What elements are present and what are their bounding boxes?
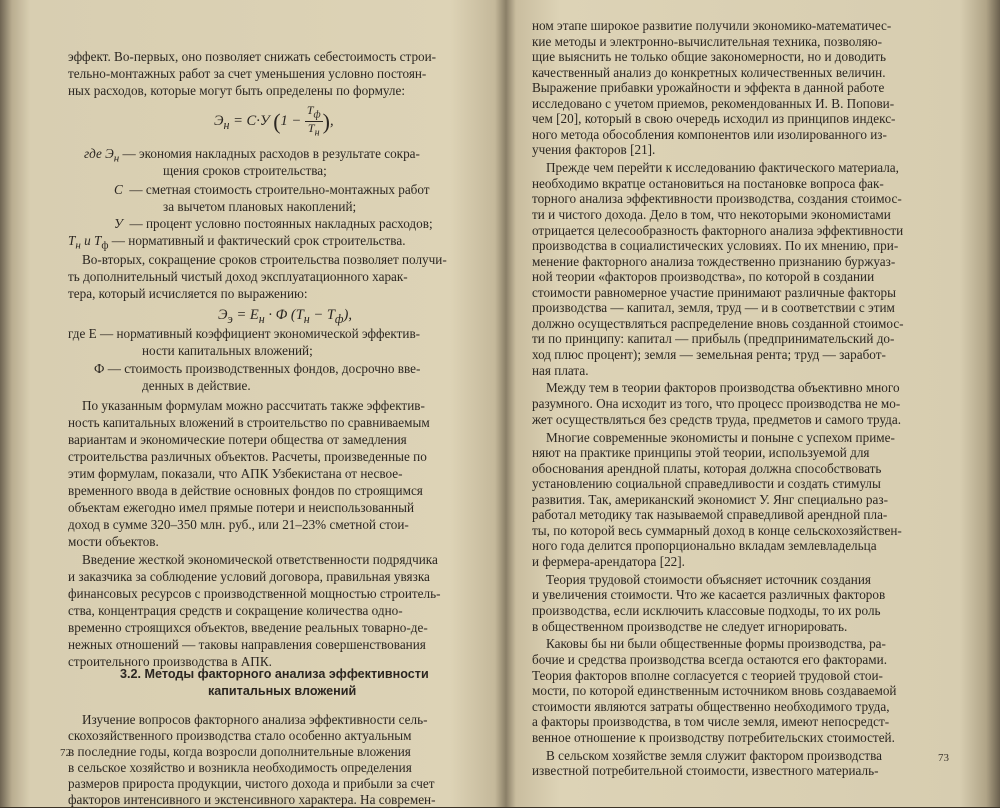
text-line: Теория трудовой стоимости объясняет источник создания <box>546 571 871 587</box>
text-line: эффект. Во-первых, оно позволяет снижать себестоимость строи- <box>68 49 437 64</box>
text-line: чем [20], который в свою очередь исходил из принципов индекс- <box>532 111 896 127</box>
text-line: обоснования арендной платы, которая должна способствовать <box>532 460 882 476</box>
text-line: Каковы бы ни были общественные формы производства, ра- <box>546 636 886 652</box>
text-line: ход плюс процент); земля — земельная рента; труд — заработ- <box>532 346 886 362</box>
text-line: ть дополнительный чистый доход эксплуатационного харак- <box>68 269 408 284</box>
left-page <box>68 0 492 807</box>
text-line: мости объектов. <box>68 534 159 549</box>
text-line: ной теории «факторов производства», по которой в создании <box>532 269 875 285</box>
text-line: Прежде чем перейти к исследованию фактического материала, <box>546 160 899 176</box>
text-line: работал методику так называемой справедливой арендной пла- <box>532 507 888 523</box>
text-line: качественный анализ до конкретных количественных величин. <box>532 64 886 80</box>
text-line: разумного. Она исходит из того, что процесс производства не мо- <box>532 396 901 411</box>
text-line: строительства различных объектов. Расчеты, произведенные по <box>68 449 427 464</box>
formula-net-income: $Э_э = Е_н \cdot Ф$ $(Т_н - Т_ф)$, <box>218 307 352 326</box>
text-line: скохозяйственного производства стало особенно актуальным <box>68 728 412 743</box>
text-line: ти по принципу: капитал — прибыль (предпринимательский до- <box>532 331 895 347</box>
text-line: мости, по которой единственным источником вновь создаваемой <box>532 683 897 699</box>
definition-line: денных в действие. <box>142 378 251 393</box>
text-line: ность капитальных вложений в строительство по сравниваемым <box>68 415 430 430</box>
text-line: Во-вторых, сокращение сроков строительства позволяет получи- <box>82 252 447 267</box>
text-line: отрицается целесообразность факторного анализа эффективности <box>532 222 904 238</box>
text-line: щие выяснить не только общие закономерности, но и доводить <box>532 49 886 65</box>
text-line: строительного производства в АПК. <box>68 654 272 669</box>
right-page <box>532 0 950 807</box>
text-line: торного анализа эффективности производства, создания стоимос- <box>532 191 902 207</box>
text-line: бочие и средства производства всегда остаются его факторами. <box>532 652 887 667</box>
text-line: ства, концентрация средств и сокращение количества одно- <box>68 603 403 618</box>
text-line: развития. Так, американский экономист У. Янг специально раз- <box>532 491 888 507</box>
text-line: в сельское хозяйство и возникла необходимость определения <box>68 760 412 775</box>
text-line: По указанным формулам можно рассчитать также эффектив- <box>82 398 425 413</box>
text-line: Между тем в теории факторов производства объективно много <box>546 380 900 396</box>
section-heading: 3.2. Методы факторного анализа эффективности <box>120 667 429 681</box>
text-line: финансовых ресурсов с производственной мощностью строитель- <box>68 586 441 601</box>
page-number-right: 73 <box>938 752 949 764</box>
text-line: исследовано с учетом приемов, рекомендованных И. В. Попови- <box>532 95 895 111</box>
text-line: ном этапе широкое развитие получили экономико-математичес- <box>532 18 892 33</box>
section-heading: капитальных вложений <box>208 684 357 698</box>
text-line: вариантам и экономические потери общества от замедления <box>68 432 407 447</box>
text-line: стоимости являются затраты общественно необходимого труда, <box>532 698 890 714</box>
text-line: объектам ежегодно имел прямые потери и неиспользованный <box>68 500 415 515</box>
text-line: ти и чистого дохода. Дело в том, что некоторыми экономистами <box>532 207 891 222</box>
text-line: установлению социальной справедливости и создать стимулы <box>532 476 881 492</box>
text-line: ная плата. <box>532 362 589 378</box>
definition-line: У — процент условно постоянных накладных расходов; <box>114 216 433 231</box>
text-line: Выражение прибавки урожайности и эффекта в данной работе <box>532 80 885 96</box>
text-line: нежных отношений — таковы направления совершенствования <box>68 637 426 652</box>
text-line: известной потребительной стоимости, известного материаль- <box>532 763 879 779</box>
definition-line: $Т_н$ и $Т_ф$ — нормативный и фактический срок строительства. <box>68 233 406 252</box>
definition-line: Ф — стоимость производственных фондов, досрочно вве- <box>94 361 421 376</box>
text-line: ного метода обособления компонентов или изолированного из- <box>532 126 887 142</box>
text-line: размеров прироста продукции, чистого дохода и прибыли за счет <box>68 776 435 791</box>
text-line: Теория факторов вполне согласуется с теорией трудовой стои- <box>532 667 883 683</box>
text-line: В сельском хозяйстве земля служит фактором производства <box>546 747 882 763</box>
text-line: временного ввода в действие основных фондов по строящимся <box>68 483 423 498</box>
text-line: а факторы производства, в том числе земля, имеют непосредст- <box>532 714 890 730</box>
text-line: учения факторов [21]. <box>532 142 656 158</box>
definition-line: где $Э_н$ — экономия накладных расходов в результате сокра- <box>84 146 420 165</box>
formula-overhead-savings: $Э_н = С\cdot У$ (1 − $\frac{Т_ф}{Т_н}$ ), <box>214 103 334 139</box>
definition-line: ности капитальных вложений; <box>142 343 313 358</box>
text-line: временно строящихся объектов, введение реальных товарно-де- <box>68 620 428 635</box>
definition-line: щения сроков строительства; <box>163 163 327 178</box>
text-line: тера, который исчисляется по выражению: <box>68 286 308 301</box>
text-line: венное отношение к производству потребительских стоимостей. <box>532 729 895 745</box>
text-line: и фермера-арендатора [22]. <box>532 553 685 569</box>
text-line: Изучение вопросов факторного анализа эффективности сель- <box>82 712 428 727</box>
text-line: стоимости равномерное участие принимают различные факторы <box>532 284 896 300</box>
text-line: в общественном производстве не следует игнорировать. <box>532 618 848 634</box>
text-line: Многие современные экономисты и поныне с успехом приме- <box>546 429 895 445</box>
text-line: кие методы и электронно-вычислительная техника, позволяю- <box>532 33 883 49</box>
definition-line: за вычетом плановых накоплений; <box>163 199 357 214</box>
text-line: этим формулам, показали, что АПК Узбекистана от несвое- <box>68 466 403 481</box>
text-line: менение факторного анализа тождественно признанию буржуаз- <box>532 253 896 269</box>
page-number-left: 72 <box>60 747 71 759</box>
text-line: и увеличения стоимости. Что же касается различных факторов <box>532 587 886 603</box>
text-line: производства в социалистических условиях. По их мнению, при- <box>532 238 899 254</box>
definition-line: где Е — нормативный коэффициент экономической эффектив- <box>68 326 421 341</box>
text-line: ты, по которой весь суммарный доход в конце сельскохозяйствен- <box>532 522 902 538</box>
text-line: доход в сумме 320–350 млн. руб., или 21–23% сметной стои- <box>68 517 409 532</box>
text-line: тельно-монтажных работ за счет уменьшения условно постоян- <box>68 66 427 81</box>
text-line: Введение жесткой экономической ответственности подрядчика <box>82 552 438 567</box>
text-line: и заказчика за соблюдение условий договора, правильная увязка <box>68 569 430 584</box>
text-line: ного года делится пропорционально вкладам землевладельца <box>532 538 877 554</box>
text-line: в последние годы, когда возросли дополнительные вложения <box>68 744 411 759</box>
text-line: факторов интенсивного и экстенсивного характера. На современ- <box>68 792 436 807</box>
text-line: необходимо вкратце остановиться на постановке вопроса фак- <box>532 175 884 191</box>
text-line: производства — капитал, земля, труд — и в соответствии с этим <box>532 300 895 316</box>
definition-line: С — сметная стоимость строительно-монтажных работ <box>114 182 430 197</box>
text-line: должно осуществляться распределение вновь созданной стоимос- <box>532 315 904 331</box>
text-line: ных расходов, которые могут быть определены по формуле: <box>68 83 406 98</box>
text-line: жет осуществляться без средств труда, предметов и самого труда. <box>532 411 902 427</box>
text-line: производства, если исключить классовые подходы, то их роль <box>532 602 881 618</box>
text-line: няют на практике принципы этой теории, используемой для <box>532 445 870 461</box>
